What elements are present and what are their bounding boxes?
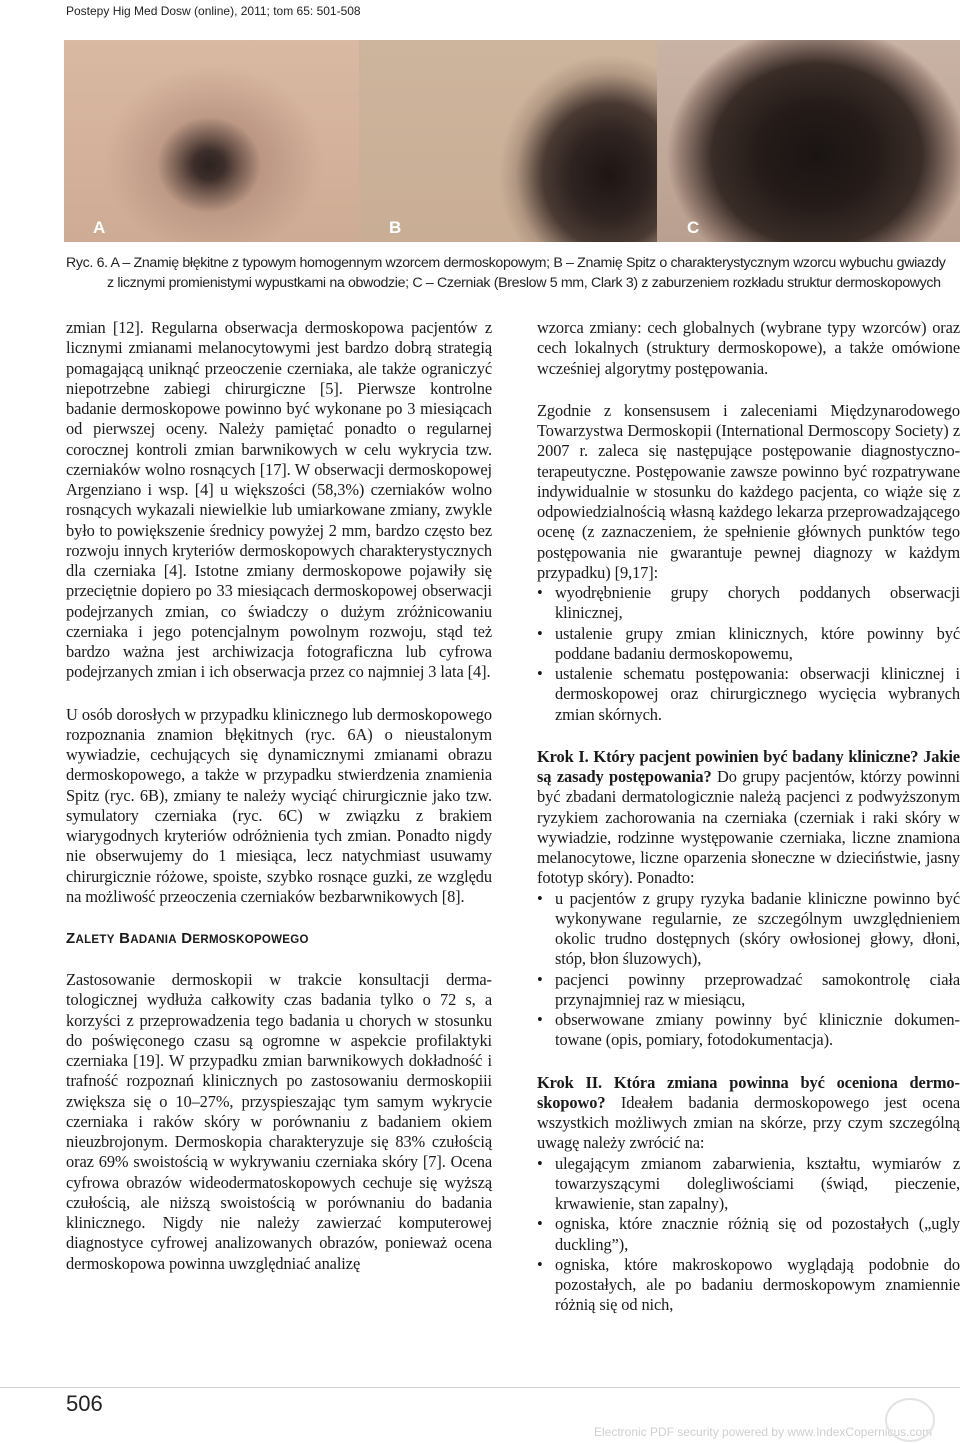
- panel-label-a: A: [93, 218, 106, 237]
- panel-label-c: C: [687, 218, 700, 237]
- heading-part-4: ADANIA: [130, 934, 177, 946]
- right-paragraph-1: wzorca zmiany: cech globalnych (wybrane typy wzorców) oraz cech lokalnych (struktury dermoskopowe), a także omówione wcześniej algorytmy postępowania.: [537, 318, 960, 378]
- watermark-text: Electronic PDF security powered by www.IndexCopernicus.com: [594, 1425, 933, 1439]
- left-paragraph-3: Zastosowanie dermoskopii w trakcie konsultacji dermatologicznej wydłuża całkowity czas badania tylko o 72 s, a korzyści z przeprowadzenia tego badania u chorych w stosunku do poświęconego czasu są ogromne w aspekcie profilaktyki czerniaka [19]. W przypadku zmian barwnikowych dokładność i trafność rozpoznań klinicznych po zastosowaniu dermoskopiii zwiększa się o 10–27%, przyspieszając tym samym wykrycie czerniaka i raków skóry w porównaniu z badaniem okiem nieuzbrojonym. Dermoskopia charakteryzuje się 83% czułością oraz 69% swoistością w wykrywaniu czerniaka skóry [7]. Ocena cyfrowa obrazów wideodermatoskopowych cechuje się wyższą czułością, ale niższą swoistością w porównaniu do badania klinicznego. Nigdy nie należy zawierzać komputerowej diagnostyce cyfrowej analizowanych obrazów, ponieważ ocena dermoskopowa powinna uwzględniać analizę: [66, 970, 492, 1273]
- list-item: • ogniska, które znacznie różnią się od pozostałych („ugly duckling”),: [537, 1214, 960, 1255]
- step-1-text: Do grupy pacjentów, którzy powinni być zbadani dermatologicznie należą pacjenci z podwyższonym ryzykiem zachorowania na czerniaka (czerniak i raki skóry w wywiadzie, rodzinne występowanie czerniaka, liczne znamiona melanocytowe, liczne oparzenia słoneczne w dzieciństwie, jasny fototyp skóry). Ponadto:: [537, 767, 960, 888]
- step-2-text: Ideałem badania dermoskopowego jest ocena wszystkich możliwych zmian na skórze, przy czym szczególną uwagę należy zwrócić na:: [537, 1092, 960, 1153]
- left-column: [66, 318, 492, 1274]
- watermark-seal-icon: [885, 1398, 935, 1442]
- running-head: Postepy Hig Med Dosw (online), 2011; tom 65: 501-508: [66, 4, 361, 18]
- page-number: 506: [66, 1391, 103, 1416]
- figure-panel-b-image: [359, 40, 657, 242]
- list-item: • pacjenci powinny przeprowadzać samokontrolę ciała przynajmniej raz w miesiącu,: [537, 970, 960, 1011]
- list-item: • wyodrębnienie grupy chorych poddanych obserwacji klinicznej,: [537, 583, 960, 624]
- list-item: • ustalenie grupy zmian klinicznych, które powinny być poddane badaniu dermoskopowemu,: [537, 624, 960, 665]
- step-2-paragraph: [537, 1073, 960, 1154]
- panel-label-b: B: [389, 218, 402, 237]
- heading-part-3: B: [114, 930, 131, 947]
- heading-part-6: ERMOSKOPOWEGO: [192, 934, 309, 946]
- figure-dermoscopy-panels: [64, 40, 960, 242]
- caption-line-2: z licznymi promienistymi wypustkami na obwodzie; C – Czerniak (Breslow 5 mm, Clark 3) z zaburzeniem rozkładu struktur dermoskopowych: [107, 275, 941, 291]
- right-column: [537, 318, 960, 1316]
- heading-part-5: D: [176, 930, 193, 947]
- section-heading: [66, 929, 492, 950]
- bullet-list-3: [537, 1154, 960, 1316]
- heading-part-1: Z: [66, 930, 76, 947]
- figure-panel-a-image: [64, 40, 359, 242]
- figure-panel-c-image: [657, 40, 960, 242]
- step-1-paragraph: [537, 747, 960, 889]
- bullet-list-1: [537, 583, 960, 725]
- footer-divider: [0, 1387, 960, 1388]
- step-2-title: Krok II. Która zmiana powinna być oceniona dermoskopowo?: [537, 1072, 960, 1112]
- right-paragraph-2: Zgodnie z konsensusem i zaleceniami Międzynarodowego Towarzystwa Dermoskopii (International Dermoscopy Society) z 2007 r. zaleca się następujące postępowanie diagnostyczno-terapeutyczne. Postępowanie zawsze powinno być rozpatrywane indywidualnie w stosunku do każdego pacjenta, co wiąże się z odpowiedzialnością własną każdego lekarza przeprowadzającego ocenę (z zaznaczeniem, że spełnienie głównych punktów tego postępowania nie gwarantuje pewnej diagnozy w każdym przypadku) [9,17]:: [537, 400, 960, 582]
- step-1-title: Krok I. Który pacjent powinien być badany kliniczne? Jakie są zasady postępowania?: [537, 746, 960, 786]
- caption-line-1: Ryc. 6. A – Znamię błękitne z typowym homogennym wzorcem dermoskopowym; B – Znamię Spitz o charakterystycznym wzorcu wybuchu gwiazdy: [66, 255, 946, 271]
- heading-part-2: ALETY: [75, 934, 115, 946]
- list-item: • obserwowane zmiany powinny być klinicznie dokumentowane (opis, pomiary, fotodokumentacja).: [537, 1010, 960, 1051]
- list-item: • ogniska, które makroskopowo wyglądają podobnie do pozostałych, ale po badaniu dermoskopowym znamiennie różnią się od nich,: [537, 1255, 960, 1316]
- list-item: • u pacjentów z grupy ryzyka badanie kliniczne powinno być wykonywane regularnie, ze szczególnym uwzględnieniem okolic trudno dostępnych (skóry owłosionej głowy, dłoni, stóp, błon śluzowych),: [537, 889, 960, 970]
- list-item: • ustalenie schematu postępowania: obserwacji klinicznej i dermoskopowej oraz chirurgicznego wycięcia wybranych zmian skórnych.: [537, 664, 960, 725]
- left-paragraph-1: zmian [12]. Regularna obserwacja dermoskopowa pacjentów z licznymi zmianami melanocytowymi jest bardzo dobrą strategią pomagającą uniknąć przeoczenie czerniaka, ale także ograniczyć niepotrzebne zabiegi chirurgiczne [5]. Pierwsze kontrolne badanie dermoskopowe powinno być wykonane po 3 miesiącach od pierwszej oceny. Należy pamiętać ponadto o regularnej corocznej kontroli zmian barwnikowych w celu wykrycia tzw. czerniaków wolno rosnących [17]. W obserwacji dermoskopowej Argenziano i wsp. [4] u większości (58,3%) czerniaków wolno rosnących wykazali niewielkie lub umiarkowane zmiany, zwykle było to powiększenie średnicy powyżej 2 mm, bardzo często bez rozwoju innych kryteriów dermoskopowych charakterystycznych dla czerniaka [4]. Istotne zmiany dermoskopowe pojawiły się przeciętnie dopiero po 33 miesiącach dermoskopowej obserwacji podejrzanych zmian, co świadczy o dużym zróżnicowaniu czerniaka i jego potencjalnym powolnym rozwoju, stąd też bardzo ważna jest archiwizacja fotograficzna lub cyfrowa podejrzanych zmian i ich obserwacja przez co najmniej 3 lata [4].: [66, 318, 492, 682]
- figure-caption: [66, 253, 956, 293]
- bullet-list-2: [537, 889, 960, 1051]
- list-item: • ulegającym zmianom zabarwienia, kształtu, wymiarów z towarzyszącymi dolegliwościami (świąd, pieczenie, krwawienie, stan zapalny),: [537, 1154, 960, 1215]
- left-paragraph-2: U osób dorosłych w przypadku klinicznego lub dermoskopowego rozpoznania znamion błękitnych (ryc. 6A) o nieustalonym wywiadzie, cechujących się dynamicznymi zmianami obrazu dermoskopowego, a także w przypadku stwierdzenia znamienia Spitz (ryc. 6B), zmiany te należy wyciąć chirurgicznie jako tzw. symulatory czerniaka (ryc. 6C) w związku z brakiem wiarygodnych kryteriów odróżnienia tych zmian. Ponadto nigdy nie obserwujemy do 1 miesiąca, lecz natychmiast usuwamy chirurgicznie różowe, spoiste, szybko rosnące guzki, ze względu na możliwość przeoczenia czerniaków bezbarwnikowych [8].: [66, 704, 492, 906]
